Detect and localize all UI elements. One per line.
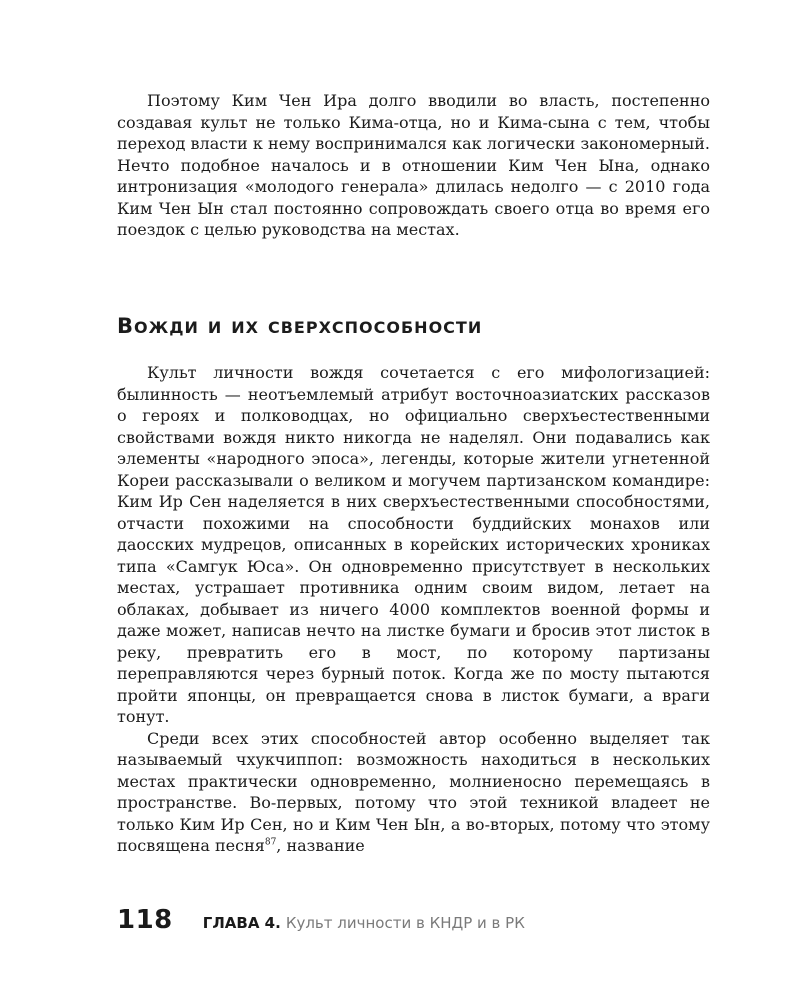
- section-paragraph-1: Культ личности вождя сочетается с его мифологизацией: былинность — неотъемлемый атрибут восточноазиатских рассказов о героях и полководцах, но официально сверхъестественными свойствами вождя никто никогда не наделял. Они подавались как элементы «народного эпоса», легенды, которые жители угнетенной Кореи рассказывали о великом и могучем партизанском командире: Ким Ир Сен наделяется в них сверхъестественными способностями, отчасти похожими на способности буддийских монахов или даосских мудрецов, описанных в корейских исторических хрониках типа «Самгук Юса». Он одновременно присутствует в нескольких местах, устрашает противника одним своим видом, летает на облаках, добывает из ничего 4000 комплектов военной формы и даже может, написав нечто на листке бумаги и бросив этот листок в реку, превратить его в мост, по которому партизаны переправляются через бурный поток. Когда же по мосту пытаются пройти японцы, он превращается снова в листок бумаги, а враги тонут.: [117, 363, 710, 726]
- chapter-label: ГЛАВА 4.: [202, 914, 281, 932]
- chapter-title: Культ личности в КНДР и в РК: [285, 914, 525, 932]
- intro-text-block: [117, 90, 710, 241]
- page-footer: [117, 905, 525, 935]
- paragraph-2-tail-text: , название: [276, 836, 365, 855]
- section-heading: [117, 313, 482, 339]
- intro-paragraph: Поэтому Ким Чен Ира долго вводили во власть, постепенно создавая культ не только Кима-отца, но и Кима-сына с тем, чтобы переход власти к нему воспринимался как логически закономерный. Нечто подобное началось и в отношении Ким Чен Ына, однако интронизация «молодого генерала» длилась недолго — с 2010 года Ким Чен Ын стал постоянно сопровождать своего отца во время его поездок с целью руководства на местах.: [117, 91, 710, 239]
- paragraph-2-main-text: Среди всех этих способностей автор особенно выделяет так называемый чхукчиппоп: возможность находиться в нескольких местах практически одновременно, молниеносно перемещаясь в пространстве. Во-первых, потому что этой техникой владеет не только Ким Ир Сен, но и Ким Чен Ын, а во-вторых, потому что этому посвящена песня: [117, 728, 710, 855]
- section-heading-rest: ожди и их сверхспособности: [134, 313, 483, 339]
- section-paragraph-2: [117, 728, 710, 857]
- page-number: 118: [117, 905, 173, 935]
- footnote-reference: 87: [264, 837, 277, 848]
- section-heading-initial: В: [117, 314, 135, 338]
- section-text-block: [117, 362, 710, 857]
